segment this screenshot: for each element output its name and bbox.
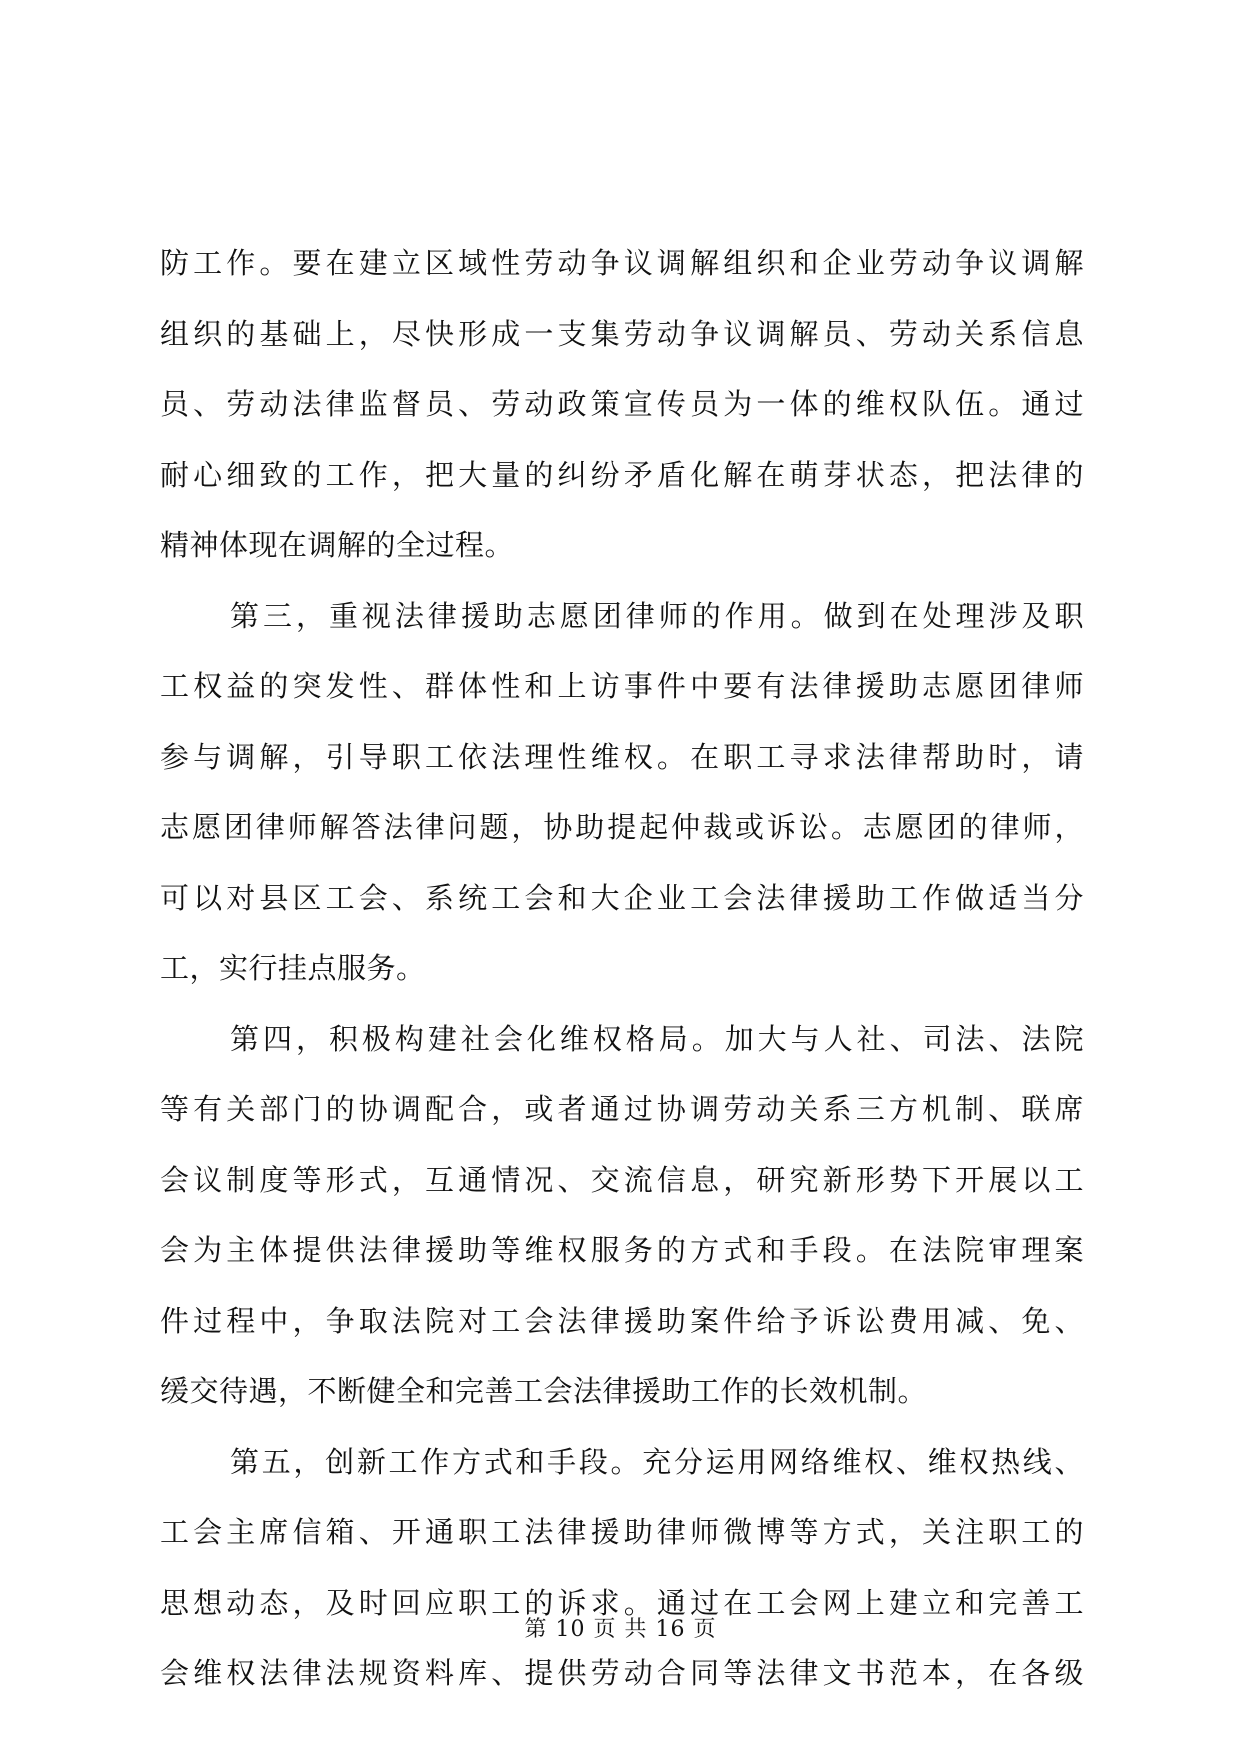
text-line: 第四，积极构建社会化维权格局。加大与人社、司法、法院: [230, 1021, 1084, 1056]
text-line: 缓交待遇，不断健全和完善工会法律援助工作的长效机制。: [160, 1374, 928, 1408]
text-line: 等有关部门的协调配合，或者通过协调劳动关系三方机制、联席: [160, 1092, 1084, 1126]
text-line: 组织的基础上，尽快形成一支集劳动争议调解员、劳动关系信息: [160, 316, 1084, 351]
text-line: 参与调解，引导职工依法理性维权。在职工寻求法律帮助时，请: [160, 739, 1084, 774]
text-line: 会议制度等形式，互通情况、交流信息，研究新形势下开展以工: [160, 1162, 1084, 1197]
text-line: 件过程中，争取法院对工会法律援助案件给予诉讼费用减、免、: [160, 1303, 1084, 1338]
page-number-footer: 第 10 页 共 16 页: [524, 1617, 717, 1642]
text-line: 会为主体提供法律援助等维权服务的方式和手段。在法院审理案: [160, 1233, 1084, 1267]
text-line: 工会主席信箱、开通职工法律援助律师微博等方式，关注职工的: [160, 1515, 1084, 1549]
text-line: 思想动态，及时回应职工的诉求。通过在工会网上建立和完善工: [160, 1585, 1084, 1620]
text-line: 可以对县区工会、系统工会和大企业工会法律援助工作做适当分: [160, 880, 1084, 915]
body-text: [160, 228, 1084, 1709]
text-line: 耐心细致的工作，把大量的纠纷矛盾化解在萌芽状态，把法律的: [160, 457, 1084, 492]
text-line: 第三，重视法律援助志愿团律师的作用。做到在处理涉及职: [230, 598, 1084, 633]
text-line: 会维权法律法规资料库、提供劳动合同等法律文书范本，在各级: [160, 1656, 1084, 1690]
text-line: 工权益的突发性、群体性和上访事件中要有法律援助志愿团律师: [160, 669, 1084, 703]
text-line: 工，实行挂点服务。: [160, 951, 426, 985]
text-line: 第五，创新工作方式和手段。充分运用网络维权、维权热线、: [230, 1444, 1084, 1479]
text-line: 精神体现在调解的全过程。: [160, 528, 515, 562]
text-line: 员、劳动法律监督员、劳动政策宣传员为一体的维权队伍。通过: [160, 387, 1084, 421]
text-line: 志愿团律师解答法律问题，协助提起仲裁或诉讼。志愿团的律师，: [160, 810, 1084, 844]
text-line: 防工作。要在建立区域性劳动争议调解组织和企业劳动争议调解: [160, 246, 1084, 280]
